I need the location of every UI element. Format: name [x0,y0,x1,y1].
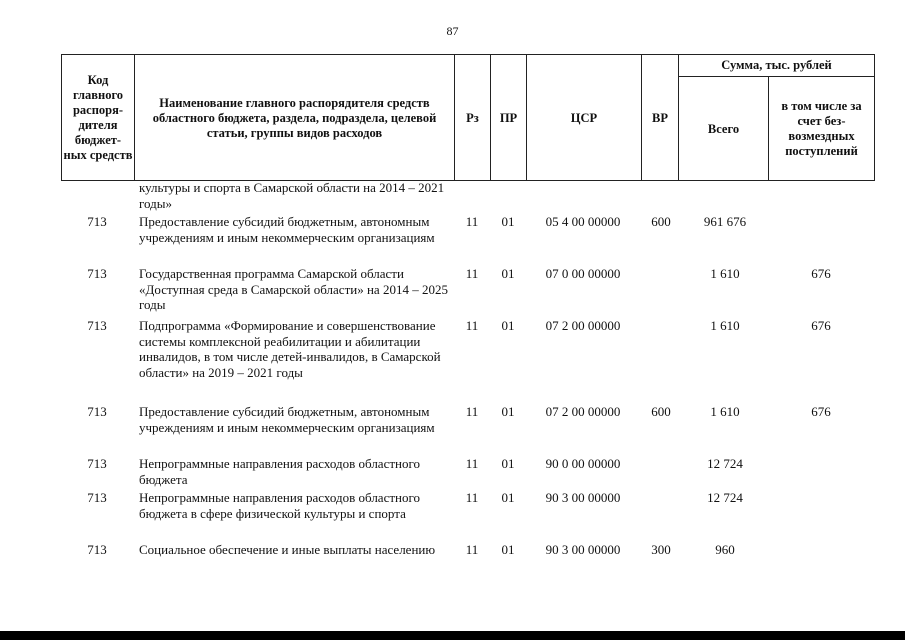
row-pr: 01 [501,266,515,281]
row-csr: 07 2 00 00000 [545,318,621,333]
row-csr: 07 2 00 00000 [545,404,621,419]
row-pr: 01 [501,404,515,419]
row-rz: 11 [465,404,479,419]
row-csr: 90 0 00 00000 [545,456,621,471]
header-csr: ЦСР [526,54,641,181]
row-vr: 300 [651,542,671,557]
header-sum: Сумма, тыс. рублей [678,54,875,76]
row-total: 961 676 [703,214,747,229]
row-csr: 90 3 00 00000 [545,490,621,505]
row-code: 713 [87,214,107,229]
row-total: 1 610 [710,404,740,419]
row-rz: 11 [465,490,479,505]
row-free: 676 [811,266,831,281]
row-rz: 11 [465,266,479,281]
row-pr: 01 [501,542,515,557]
row-name: культуры и спорта в Самарской области на 2014 – 2021 годы» [139,180,445,211]
row-name: Непрограммные направления расходов областного бюджета [139,456,420,487]
row-rz: 11 [465,318,479,333]
bottom-scan-edge [0,631,905,640]
row-name: Предоставление субсидий бюджетным, автономным учреждениям и иным некоммерческим организациям [139,404,435,435]
row-name: Непрограммные направления расходов областного бюджета в сфере физической культуры и спорта [139,490,420,521]
row-name: Подпрограмма «Формирование и совершенствование системы комплексной реабилитации и абилитации инвалидов, в том числе детей-инвалидов, в Самарской области» на 2019 – 2021 годы [139,318,441,380]
row-rz: 11 [465,542,479,557]
row-free: 676 [811,404,831,419]
page-number: 87 [446,24,459,38]
header-name: Наименование главного распорядителя средств областного бюджета, раздела, подраздела, целевой статьи, группы видов расходов [134,54,454,181]
row-total: 1 610 [710,318,740,333]
row-code: 713 [87,542,107,557]
header-code: Код главного распоря- дителя бюджет- ных средств [61,54,134,181]
row-vr: 600 [651,404,671,419]
row-total: 1 610 [710,266,740,281]
row-pr: 01 [501,214,515,229]
table-header [61,54,875,182]
row-code: 713 [87,404,107,419]
row-total: 960 [715,542,735,557]
row-csr: 05 4 00 00000 [545,214,621,229]
row-name: Предоставление субсидий бюджетным, автономным учреждениям и иным некоммерческим организациям [139,214,435,245]
row-code: 713 [87,490,107,505]
row-vr: 600 [651,214,671,229]
row-name: Государственная программа Самарской области «Доступная среда в Самарской области» на 2014 – 2025 годы [139,266,448,312]
row-rz: 11 [465,456,479,471]
row-rz: 11 [465,214,479,229]
row-code: 713 [87,456,107,471]
row-pr: 01 [501,456,515,471]
header-free: в том числе за счет без- возмездных поступлений [768,76,875,181]
row-csr: 90 3 00 00000 [545,542,621,557]
row-total: 12 724 [707,456,743,471]
row-total: 12 724 [707,490,743,505]
row-name: Социальное обеспечение и иные выплаты населению [139,542,436,557]
row-csr: 07 0 00 00000 [545,266,621,281]
row-free: 676 [811,318,831,333]
header-vr: ВР [641,54,678,181]
header-rz: Рз [454,54,490,181]
row-code: 713 [87,266,107,281]
row-pr: 01 [501,318,515,333]
row-pr: 01 [501,490,515,505]
header-pr: ПР [490,54,526,181]
header-total: Всего [678,76,768,181]
row-code: 713 [87,318,107,333]
